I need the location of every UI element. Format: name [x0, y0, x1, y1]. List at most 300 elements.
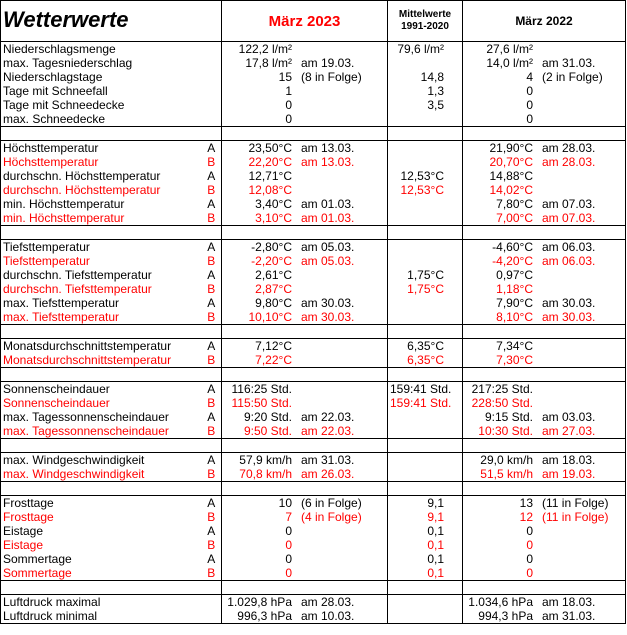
- value-mittelwert: [388, 197, 463, 211]
- value-2022-wrap: [465, 255, 623, 268]
- station-marker: A: [202, 296, 222, 310]
- value-2022-number: 228:50 Std.: [471, 396, 533, 410]
- row-label: Eistage: [1, 524, 202, 538]
- row-label: Sonnenscheindauer: [1, 382, 202, 397]
- table-row: [1, 112, 626, 127]
- spacer-cell: [222, 325, 388, 339]
- spacer-cell: [202, 368, 222, 382]
- value-mittelwert-wrap: [390, 539, 460, 552]
- value-mittelwert: [388, 268, 463, 282]
- row-label: Frosttage: [1, 496, 202, 511]
- value-2023-number: 0: [285, 552, 292, 566]
- value-2022: [463, 566, 626, 581]
- row-label: max. Tiefsttemperatur: [1, 310, 202, 325]
- value-2023-number: 3,10°C: [255, 211, 292, 225]
- row-label: Tage mit Schneedecke: [1, 98, 202, 112]
- spacer-cell: [388, 325, 463, 339]
- value-mittelwert-number: 6,35°C: [407, 338, 444, 353]
- value-2022-number: 51,5 km/h: [480, 467, 533, 481]
- spacer-cell: [463, 482, 626, 496]
- value-mittelwert: [388, 453, 463, 468]
- value-2023: [222, 296, 388, 310]
- table-row: [1, 453, 626, 468]
- table-row: [1, 155, 626, 169]
- value-2022-wrap: [465, 283, 623, 296]
- value-2023: [222, 382, 388, 397]
- spacer-cell: [1, 226, 202, 240]
- value-2023-number: 0: [285, 524, 292, 538]
- spacer-cell: [463, 439, 626, 453]
- row-label: Luftdruck maximal: [1, 595, 202, 610]
- value-2023-wrap: [224, 596, 385, 609]
- row-label: Sommertage: [1, 566, 202, 581]
- table-row: [1, 566, 626, 581]
- value-mittelwert: [388, 496, 463, 511]
- value-2022-number: 21,90°C: [489, 140, 533, 155]
- value-2023: [222, 42, 388, 57]
- value-2023-wrap: [224, 397, 385, 410]
- value-mittelwert-number: 0,1: [427, 524, 444, 538]
- value-2023-note: am 30.03.: [301, 310, 355, 324]
- value-2022-note: [533, 567, 542, 580]
- value-mittelwert-wrap: [390, 383, 460, 396]
- value-2022-number: 7,00°C: [496, 211, 533, 225]
- value-2023-note: (8 in Folge): [301, 70, 362, 84]
- station-marker: B: [202, 396, 222, 410]
- row-label: Tiefsttemperatur: [1, 240, 202, 255]
- station-marker: A: [202, 524, 222, 538]
- spacer-cell: [202, 325, 222, 339]
- value-2022-note: [533, 525, 542, 538]
- value-2022-number: -4,20°C: [492, 254, 533, 268]
- value-2023: [222, 552, 388, 566]
- value-2023-wrap: [224, 411, 385, 424]
- station-marker: A: [202, 141, 222, 156]
- value-2023: [222, 282, 388, 296]
- value-2023-note: [292, 397, 301, 410]
- value-2022: [463, 510, 626, 524]
- row-label: max. Tiefsttemperatur: [1, 296, 202, 310]
- value-2023-wrap: [224, 567, 385, 580]
- value-mittelwert: [388, 169, 463, 183]
- table-row: [1, 410, 626, 424]
- station-marker: B: [202, 510, 222, 524]
- station-marker: B: [202, 566, 222, 581]
- value-2023-wrap: [224, 354, 385, 367]
- table-row: [1, 538, 626, 552]
- value-2022-number: 0: [526, 552, 533, 566]
- spacer-cell: [463, 581, 626, 595]
- value-mittelwert: [388, 424, 463, 439]
- value-2022-number: 0: [526, 538, 533, 552]
- table-row: [1, 609, 626, 624]
- value-2022-note: [533, 539, 542, 552]
- value-2022: [463, 141, 626, 156]
- value-2022-note: [533, 340, 542, 353]
- value-2023-wrap: [224, 610, 385, 623]
- value-2023: [222, 197, 388, 211]
- value-2022-note: am 18.03.: [542, 452, 596, 467]
- value-mittelwert: [388, 510, 463, 524]
- value-2023-wrap: [224, 241, 385, 254]
- header-row: [1, 1, 626, 42]
- value-mittelwert: [388, 42, 463, 57]
- spacer-cell: [222, 439, 388, 453]
- value-2023-note: am 19.03.: [301, 56, 355, 70]
- value-2023: [222, 155, 388, 169]
- row-label: Eistage: [1, 538, 202, 552]
- table-row: [1, 211, 626, 226]
- value-mittelwert-number: 159:41 Std.: [390, 396, 452, 410]
- value-mittelwert-number: 159:41 Std.: [390, 381, 452, 396]
- table-row: [1, 510, 626, 524]
- row-label: max. Tagesniederschlag: [1, 56, 202, 70]
- value-2022-wrap: [465, 468, 623, 481]
- value-2022-note: am 07.03.: [542, 211, 596, 225]
- value-mittelwert: [388, 282, 463, 296]
- value-2022-wrap: [465, 170, 623, 183]
- spacer-row: [1, 226, 626, 240]
- value-mittelwert-wrap: [390, 99, 460, 112]
- value-mittelwert: [388, 254, 463, 268]
- table-row: [1, 552, 626, 566]
- value-2022-number: 14,88°C: [489, 169, 533, 183]
- spacer-cell: [388, 127, 463, 141]
- value-mittelwert: [388, 98, 463, 112]
- value-mittelwert: [388, 183, 463, 197]
- value-2023-number: -2,20°C: [251, 254, 292, 268]
- value-2023-note: am 31.03.: [301, 452, 355, 467]
- value-2022-note: am 06.03.: [542, 254, 596, 268]
- spacer-row: [1, 482, 626, 496]
- value-2022-number: 27,6 l/m²: [486, 41, 533, 56]
- value-2022-note: (11 in Folge): [542, 510, 609, 524]
- value-2022-wrap: [465, 241, 623, 254]
- value-mittelwert-wrap: [390, 340, 460, 353]
- value-2023-wrap: [224, 297, 385, 310]
- value-2022: [463, 197, 626, 211]
- value-2023: [222, 268, 388, 282]
- value-2022-wrap: [465, 425, 623, 438]
- value-2023-number: 0: [285, 538, 292, 552]
- table-row: [1, 197, 626, 211]
- value-2022-note: am 31.03.: [542, 609, 596, 623]
- value-2023: [222, 496, 388, 511]
- value-mittelwert: [388, 524, 463, 538]
- station-marker: [202, 112, 222, 127]
- value-2023-note: am 22.03.: [301, 410, 355, 424]
- station-marker: B: [202, 538, 222, 552]
- value-2023: [222, 453, 388, 468]
- value-2022-note: [533, 269, 542, 282]
- value-2022-wrap: [465, 340, 623, 353]
- value-2022-number: 0: [526, 98, 533, 112]
- value-2023: [222, 240, 388, 255]
- value-2023-number: 23,50°C: [248, 140, 292, 155]
- value-2023-note: [292, 539, 301, 552]
- value-mittelwert-number: 12,53°C: [400, 183, 444, 197]
- value-2023-number: 1.029,8 hPa: [227, 594, 292, 609]
- value-2022: [463, 296, 626, 310]
- value-2022-number: 0: [526, 84, 533, 98]
- value-2023-note: am 05.03.: [301, 239, 355, 254]
- value-2022-number: 0: [526, 112, 533, 126]
- value-2022-number: 7,80°C: [496, 197, 533, 211]
- row-label: max. Tagessonnenscheindauer: [1, 410, 202, 424]
- value-mittelwert-number: 12,53°C: [400, 169, 444, 183]
- value-2022: [463, 112, 626, 127]
- value-mittelwert-number: 0,1: [427, 552, 444, 566]
- value-2023-number: 0: [285, 566, 292, 580]
- value-2023-wrap: [224, 497, 385, 510]
- station-marker: [202, 42, 222, 57]
- station-marker: [202, 609, 222, 624]
- value-2023-note: [292, 85, 301, 98]
- value-2023: [222, 467, 388, 482]
- station-marker: A: [202, 197, 222, 211]
- value-mittelwert: [388, 552, 463, 566]
- spacer-cell: [202, 482, 222, 496]
- value-mittelwert: [388, 240, 463, 255]
- value-2023-note: [292, 170, 301, 183]
- spacer-cell: [202, 581, 222, 595]
- value-2022: [463, 169, 626, 183]
- value-mittelwert-wrap: [390, 170, 460, 183]
- value-2023-note: am 26.03.: [301, 467, 355, 481]
- value-2023: [222, 141, 388, 156]
- spacer-cell: [202, 226, 222, 240]
- value-2022: [463, 42, 626, 57]
- value-2023: [222, 510, 388, 524]
- value-2022-wrap: [465, 269, 623, 282]
- value-2023-number: 70,8 km/h: [239, 467, 292, 481]
- row-label: min. Höchsttemperatur: [1, 197, 202, 211]
- value-2023-wrap: [224, 85, 385, 98]
- value-2022: [463, 84, 626, 98]
- row-label: Monatsdurchschnittstemperatur: [1, 339, 202, 354]
- value-2023-note: (6 in Folge): [301, 495, 362, 510]
- value-2023-note: am 30.03.: [301, 296, 355, 310]
- value-2022: [463, 155, 626, 169]
- value-2022-note: [533, 553, 542, 566]
- value-2023-wrap: [224, 269, 385, 282]
- value-2023-number: 9:50 Std.: [243, 424, 292, 438]
- table-row: [1, 70, 626, 84]
- spacer-cell: [202, 127, 222, 141]
- value-mittelwert-wrap: [390, 85, 460, 98]
- spacer-row: [1, 127, 626, 141]
- row-label: Höchsttemperatur: [1, 155, 202, 169]
- value-2022: [463, 240, 626, 255]
- value-2022-wrap: [465, 383, 623, 396]
- station-marker: [202, 595, 222, 610]
- value-mittelwert-wrap: [390, 283, 460, 296]
- value-2022-note: [533, 113, 542, 126]
- value-2023: [222, 339, 388, 354]
- table-row: [1, 84, 626, 98]
- value-2023-number: 17,8 l/m²: [245, 56, 292, 70]
- spacer-cell: [388, 226, 463, 240]
- value-2023: [222, 524, 388, 538]
- value-2022-note: [533, 184, 542, 197]
- value-2022-wrap: [465, 567, 623, 580]
- value-2022-wrap: [465, 212, 623, 225]
- value-mittelwert: [388, 70, 463, 84]
- station-marker: B: [202, 424, 222, 439]
- value-2022-number: 7,34°C: [496, 338, 533, 353]
- value-2023-wrap: [224, 170, 385, 183]
- row-label: max. Windgeschwindigkeit: [1, 453, 202, 468]
- value-2022-note: am 30.03.: [542, 296, 596, 310]
- value-2023-wrap: [224, 43, 385, 56]
- value-mittelwert: [388, 410, 463, 424]
- station-marker: B: [202, 211, 222, 226]
- value-2023: [222, 538, 388, 552]
- value-2023-note: am 13.03.: [301, 140, 355, 155]
- spacer-cell: [463, 226, 626, 240]
- value-2022-note: am 18.03.: [542, 594, 596, 609]
- row-label: durchschn. Höchsttemperatur: [1, 169, 202, 183]
- value-2023-wrap: [224, 468, 385, 481]
- station-marker: [202, 98, 222, 112]
- value-mittelwert-number: 9,1: [427, 495, 444, 510]
- value-2023: [222, 169, 388, 183]
- value-mittelwert-number: 14,8: [420, 70, 444, 84]
- value-2023-note: (4 in Folge): [301, 510, 362, 524]
- value-2023-number: 9,80°C: [255, 296, 292, 310]
- value-2022: [463, 268, 626, 282]
- table-row: [1, 353, 626, 368]
- value-2023-wrap: [224, 184, 385, 197]
- value-2023-note: [292, 340, 301, 353]
- value-2022: [463, 609, 626, 624]
- value-2022: [463, 453, 626, 468]
- spacer-row: [1, 439, 626, 453]
- spacer-cell: [388, 482, 463, 496]
- value-2022-number: 10:30 Std.: [478, 424, 533, 438]
- station-marker: B: [202, 282, 222, 296]
- value-2022: [463, 382, 626, 397]
- value-2023-wrap: [224, 212, 385, 225]
- table-row: [1, 42, 626, 57]
- value-mittelwert-wrap: [390, 553, 460, 566]
- value-2023: [222, 84, 388, 98]
- value-2023-note: am 05.03.: [301, 254, 355, 268]
- value-2023: [222, 70, 388, 84]
- value-2023-wrap: [224, 553, 385, 566]
- value-mittelwert: [388, 353, 463, 368]
- value-2022-wrap: [465, 184, 623, 197]
- value-2022-number: 29,0 km/h: [480, 452, 533, 467]
- value-2022-note: (2 in Folge): [542, 70, 603, 84]
- value-2023: [222, 424, 388, 439]
- value-mittelwert-number: 0,1: [427, 566, 444, 580]
- value-2023-number: 115:50 Std.: [231, 396, 292, 410]
- table-row: [1, 141, 626, 156]
- value-2022-wrap: [465, 539, 623, 552]
- value-2022: [463, 396, 626, 410]
- value-2022-number: 1.034,6 hPa: [468, 594, 533, 609]
- value-2022-note: am 19.03.: [542, 467, 596, 481]
- value-2022-number: 20,70°C: [489, 155, 533, 169]
- value-mittelwert-number: 6,35°C: [407, 353, 444, 367]
- value-2023: [222, 211, 388, 226]
- value-2023-number: 9:20 Std.: [243, 410, 292, 424]
- value-mittelwert-number: 1,3: [427, 84, 444, 98]
- value-2023-note: [292, 354, 301, 367]
- row-label: max. Windgeschwindigkeit: [1, 467, 202, 482]
- table-row: [1, 56, 626, 70]
- station-marker: A: [202, 552, 222, 566]
- value-2022-number: 4: [526, 70, 533, 84]
- spacer-cell: [202, 439, 222, 453]
- value-2023-note: [292, 567, 301, 580]
- value-2022-wrap: [465, 113, 623, 126]
- station-marker: A: [202, 169, 222, 183]
- value-mittelwert-number: 79,6 l/m²: [397, 41, 444, 56]
- row-label: max. Tagessonnenscheindauer: [1, 424, 202, 439]
- value-mittelwert: [388, 396, 463, 410]
- value-2023-wrap: [224, 525, 385, 538]
- value-mittelwert-number: 1,75°C: [407, 268, 444, 282]
- station-marker: [202, 70, 222, 84]
- value-2023: [222, 98, 388, 112]
- station-marker: [202, 84, 222, 98]
- value-2023-wrap: [224, 255, 385, 268]
- spacer-cell: [222, 127, 388, 141]
- spacer-cell: [222, 482, 388, 496]
- value-2023-number: -2,80°C: [251, 239, 292, 254]
- value-2023-number: 12,71°C: [248, 169, 292, 183]
- value-2023-number: 7: [285, 510, 292, 524]
- value-2022-wrap: [465, 198, 623, 211]
- station-marker: B: [202, 254, 222, 268]
- value-2023-number: 0: [285, 112, 292, 126]
- header-maerz-2023: März 2023: [222, 1, 388, 42]
- value-2022-note: [533, 383, 542, 396]
- value-mittelwert-wrap: [390, 567, 460, 580]
- value-2022-note: am 03.03.: [542, 410, 596, 424]
- value-2022-wrap: [465, 553, 623, 566]
- value-2022-wrap: [465, 511, 623, 524]
- value-2022-wrap: [465, 99, 623, 112]
- table-row: [1, 169, 626, 183]
- value-2022-number: 12: [519, 510, 533, 524]
- value-2022-wrap: [465, 596, 623, 609]
- value-2023-number: 2,61°C: [255, 268, 292, 282]
- value-2022-note: [533, 283, 542, 296]
- value-mittelwert: [388, 296, 463, 310]
- value-2023: [222, 310, 388, 325]
- value-2023-number: 1: [285, 84, 292, 98]
- value-2022: [463, 424, 626, 439]
- station-marker: A: [202, 453, 222, 468]
- header-maerz-2022: März 2022: [463, 1, 626, 42]
- value-2023-note: [292, 43, 301, 56]
- value-2022: [463, 467, 626, 482]
- spacer-row: [1, 368, 626, 382]
- row-label: Niederschlagsmenge: [1, 42, 202, 57]
- table-row: [1, 254, 626, 268]
- value-mittelwert-wrap: [390, 43, 460, 56]
- value-2022: [463, 339, 626, 354]
- value-2022-number: 1,18°C: [496, 282, 533, 296]
- value-2022-note: [533, 43, 542, 56]
- value-2023-wrap: [224, 198, 385, 211]
- value-mittelwert-number: 1,75°C: [407, 282, 444, 296]
- table-row: [1, 424, 626, 439]
- value-2023-note: [292, 525, 301, 538]
